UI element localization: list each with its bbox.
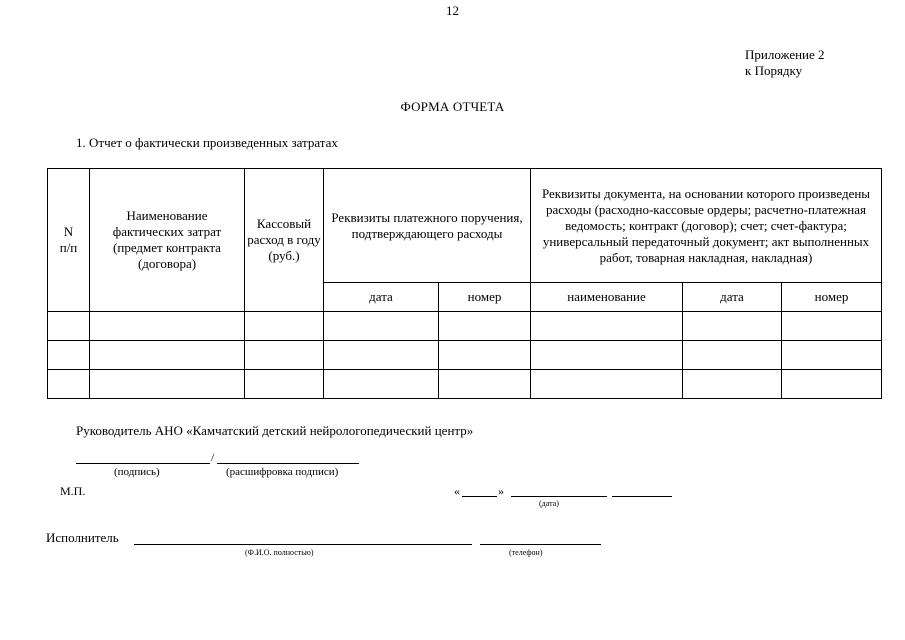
table-cell[interactable]	[683, 312, 782, 341]
table-cell[interactable]	[324, 312, 439, 341]
table-cell[interactable]	[245, 370, 324, 399]
signature-separator: /	[211, 450, 215, 464]
fio-caption: (Ф.И.О. полностью)	[245, 548, 314, 557]
subheader-document-date: дата	[683, 283, 782, 312]
section-title: 1. Отчет о фактически произведенных затратах	[76, 135, 338, 150]
head-signature-label: Руководитель АНО «Камчатский детский нейрологопедический центр»	[76, 423, 474, 438]
table-cell[interactable]	[439, 341, 531, 370]
table-cell[interactable]	[90, 312, 245, 341]
table-cell[interactable]	[531, 341, 683, 370]
table-cell[interactable]	[245, 312, 324, 341]
stamp-place: М.П.	[60, 484, 86, 498]
table-cell[interactable]	[439, 370, 531, 399]
table-row	[48, 341, 882, 370]
table-cell[interactable]	[324, 341, 439, 370]
date-day-line[interactable]	[462, 496, 497, 497]
date-year-line[interactable]	[612, 496, 672, 497]
table-cell[interactable]	[245, 341, 324, 370]
table-row	[48, 312, 882, 341]
date-month-line[interactable]	[511, 496, 607, 497]
table-cell[interactable]	[683, 341, 782, 370]
table-cell[interactable]	[439, 312, 531, 341]
header-payment-order: Реквизиты платежного поручения, подтверждающего расходы	[324, 169, 531, 283]
table-cell[interactable]	[782, 370, 882, 399]
appendix-reference	[745, 47, 825, 79]
subheader-document-name: наименование	[531, 283, 683, 312]
table-cell[interactable]	[90, 370, 245, 399]
form-title: ФОРМА ОТЧЕТА	[400, 99, 505, 114]
header-expense-name: Наименование фактических затрат (предмет контракта (договора)	[90, 169, 245, 312]
header-basis-document: Реквизиты документа, на основании которого произведены расходы (расходно-кассовые ордеры; расчетно-платежная ведомость; контракт (договор); счет; счет-фактура; универсальный передаточный документ; акт выполненных работ, товарная накладная, накладная)	[531, 169, 882, 283]
table-cell[interactable]	[48, 341, 90, 370]
appendix-line-1: Приложение 2	[745, 47, 825, 62]
page-number: 12	[446, 3, 459, 18]
decoding-caption: (расшифровка подписи)	[226, 466, 339, 478]
table-cell[interactable]	[782, 341, 882, 370]
table-cell[interactable]	[531, 370, 683, 399]
subheader-payment-number: номер	[439, 283, 531, 312]
executor-phone-line[interactable]	[480, 544, 601, 545]
signature-caption: (подпись)	[114, 466, 160, 478]
header-cash-expense: Кассовый расход в году (руб.)	[245, 169, 324, 312]
date-quote-open: «	[454, 484, 460, 498]
table-cell[interactable]	[324, 370, 439, 399]
table-cell[interactable]	[90, 341, 245, 370]
date-caption: (дата)	[539, 499, 559, 508]
appendix-line-2: к Порядку	[745, 63, 803, 78]
table-cell[interactable]	[683, 370, 782, 399]
table-cell[interactable]	[531, 312, 683, 341]
signature-line[interactable]	[76, 463, 210, 464]
signature-decoding-line[interactable]	[217, 463, 359, 464]
date-quote-close: »	[498, 484, 504, 498]
table-cell[interactable]	[48, 370, 90, 399]
subheader-document-number: номер	[782, 283, 882, 312]
table-cell[interactable]	[48, 312, 90, 341]
phone-caption: (телефон)	[509, 548, 543, 557]
executor-label: Исполнитель	[46, 530, 119, 545]
header-number-text: N п/п	[59, 224, 78, 255]
subheader-payment-date: дата	[324, 283, 439, 312]
header-number	[48, 169, 90, 312]
executor-name-line[interactable]	[134, 544, 472, 545]
table-cell[interactable]	[782, 312, 882, 341]
expenses-report-table	[47, 168, 882, 399]
table-row	[48, 370, 882, 399]
table-header-row	[48, 169, 882, 283]
